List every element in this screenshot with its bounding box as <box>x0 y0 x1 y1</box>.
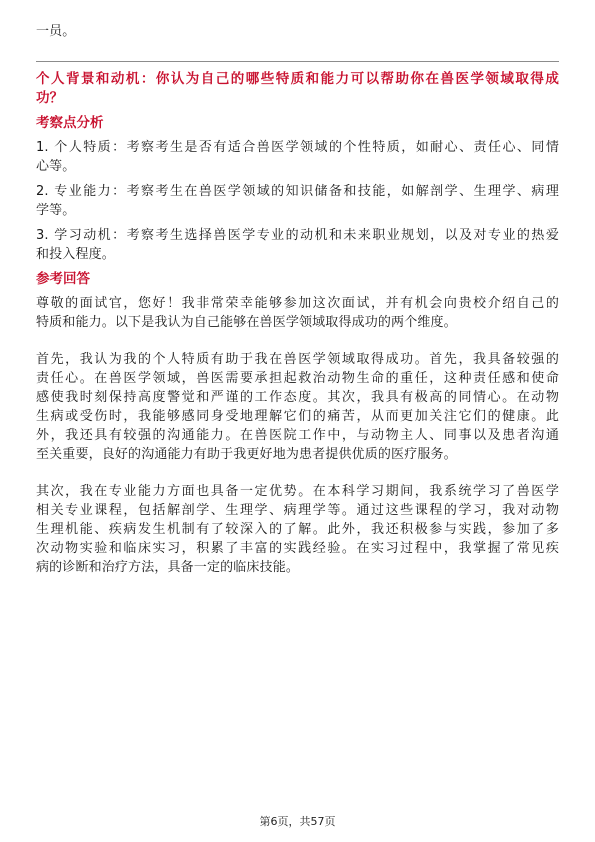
answer-paragraph <box>36 294 559 332</box>
answer-line: 生病或受伤时，我能够感同身受地理解它们的痛苦，从而更加关注它们的健康。此 <box>36 409 559 424</box>
analysis-heading: 考察点分析 <box>36 115 104 131</box>
answer-heading: 参考回答 <box>36 271 90 287</box>
answer-line: 至关重要，良好的沟通能力有助于我更好地为患者提供优质的医疗服务。 <box>36 447 457 462</box>
answer-line: 尊敬的面试官，您好！我非常荣幸能够参加这次面试，并有机会向贵校介绍自己的 <box>36 296 559 311</box>
answer-body <box>36 294 559 577</box>
answer-paragraph <box>36 350 559 464</box>
analysis-item-line: 2. 专业能力：考察考生在兽医学领域的知识储备和技能，如解剖学、生理学、病理 <box>36 184 559 199</box>
question-block <box>36 70 559 108</box>
analysis-item-line: 1. 个人特质：考察考生是否有适合兽医学领域的个性特质，如耐心、责任心、同情 <box>36 140 559 155</box>
analysis-item-line: 和投入程度。 <box>36 247 115 262</box>
intro-tail-text: 一员。 <box>36 24 76 39</box>
analysis-item <box>36 138 559 176</box>
answer-line: 次动物实验和临床实习，积累了丰富的实践经验。在实习过程中，我掌握了常见疾 <box>36 541 559 556</box>
answer-line: 生理机能、疾病发生机制有了较深入的了解。此外，我还积极参与实践，参加了多 <box>36 522 559 537</box>
analysis-item <box>36 226 559 264</box>
answer-line: 病的诊断和治疗方法，具备一定的临床技能。 <box>36 560 300 575</box>
question-line: 功？ <box>36 90 64 106</box>
answer-line: 外，我还具有较强的沟通能力。在兽医院工作中，与动物主人、同事以及患者沟通 <box>36 428 559 443</box>
section-divider <box>36 61 559 62</box>
analysis-item <box>36 182 559 220</box>
answer-line: 责任心。在兽医学领域，兽医需要承担起救治动物生命的重任，这种责任感和使命 <box>36 371 559 386</box>
answer-line: 其次，我在专业能力方面也具备一定优势。在本科学习期间，我系统学习了兽医学 <box>36 484 559 499</box>
answer-line: 首先，我认为我的个人特质有助于我在兽医学领域取得成功。首先，我具备较强的 <box>36 352 559 367</box>
answer-line: 感使我时刻保持高度警觉和严谨的工作态度。其次，我具有极高的同情心。在动物 <box>36 390 559 405</box>
analysis-item-line: 学等。 <box>36 203 76 218</box>
question-line: 个人背景和动机：你认为自己的哪些特质和能力可以帮助你在兽医学领域取得成 <box>36 71 559 87</box>
analysis-item-line: 心等。 <box>36 159 76 174</box>
page-content <box>36 22 559 595</box>
analysis-list <box>36 138 559 264</box>
answer-line: 特质和能力。以下是我认为自己能够在兽医学领域取得成功的两个维度。 <box>36 315 457 330</box>
page-number-footer: 第6页，共57页 <box>259 815 336 828</box>
analysis-item-line: 3. 学习动机：考察考生选择兽医学专业的动机和未来职业规划，以及对专业的热爱 <box>36 228 559 243</box>
answer-line: 相关专业课程，包括解剖学、生理学、病理学等。通过这些课程的学习，我对动物 <box>36 503 559 518</box>
answer-paragraph <box>36 482 559 577</box>
